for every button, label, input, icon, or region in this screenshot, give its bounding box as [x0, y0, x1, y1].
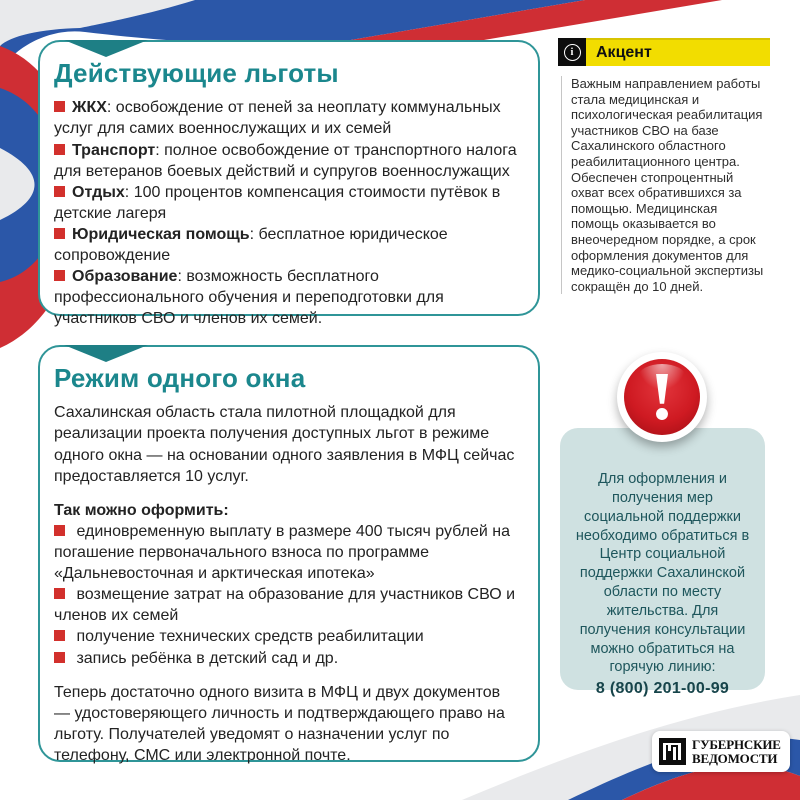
- bullet-square-icon: [54, 652, 65, 663]
- bullet-square-icon: [54, 144, 65, 155]
- newspaper-logo-icon: [659, 738, 686, 765]
- bullet-square-icon: [54, 101, 65, 112]
- bullet-square-icon: [54, 228, 65, 239]
- logo-line1: ГУБЕРНСКИЕ: [692, 736, 781, 752]
- benefit-item: Юридическая помощь: бесплатное юридическое сопровождение: [54, 225, 448, 265]
- exclamation-ball: [624, 359, 700, 435]
- benefit-item: ЖКХ: освобождение от пеней за неоплату коммунальных услуг для самих военнослужащих и их семей: [54, 99, 501, 138]
- service-item: запись ребёнка в детский сад и др.: [54, 648, 520, 669]
- contact-notice-text: Для оформления и получения мер социальной поддержки необходимо обратиться в Центр социальной поддержки Сахалинской области по месту жительства. Для получения консультации можно обратиться на горячую линию:: [575, 471, 750, 676]
- teal-fold-icon: [64, 345, 148, 362]
- accent-label: Акцент: [596, 44, 652, 61]
- bullet-square-icon: [54, 525, 65, 536]
- logo-line2: ВЕДОМОСТИ: [692, 750, 778, 766]
- newspaper-logo-text: [692, 738, 781, 765]
- accent-header: [558, 38, 770, 66]
- benefit-item: Образование: возможность бесплатного профессионального обучения и переподготовки для участников СВО и членов их семей.: [54, 268, 444, 328]
- benefits-list: [54, 97, 520, 329]
- service-item: возмещение затрат на образование для участников СВО и членов их семей: [54, 586, 516, 625]
- accent-body-text: Важным направлением работы стала медицинская и психологическая реабилитация участников СВО на базе Сахалинского областного реабилитационного центра. Обеспечен стопроцентный охват всех обратившихся за помощью. Медицинская помощь оказывается во внеочередном порядке, а срок оформления документов для медико-социальной экспертизы сокращён до 10 дней.: [561, 76, 767, 294]
- service-item: единовременную выплату в размере 400 тысяч рублей на погашение первоначального взноса по программе «Дальневосточная и арктическая ипотека»: [54, 522, 510, 583]
- teal-fold-icon: [64, 40, 148, 57]
- bullet-square-icon: [54, 186, 65, 197]
- accent-yellow-bar: [586, 38, 770, 66]
- info-icon-box: [558, 38, 586, 66]
- services-list: [54, 521, 520, 669]
- benefits-card: [38, 40, 540, 328]
- single-window-title: Режим одного окна: [54, 363, 306, 393]
- benefit-item: Отдых: 100 процентов компенсация стоимости путёвок в детские лагеря: [54, 183, 501, 222]
- benefit-item: Транспорт: полное освобождение от транспортного налога для ветеранов боевых действий и супругов военнослужащих: [54, 141, 517, 180]
- exclamation-icon: [617, 352, 707, 442]
- bullet-square-icon: [54, 270, 65, 281]
- single-window-intro: Сахалинская область стала пилотной площадкой для реализации проекта получения доступных льгот в режиме одного окна — на основании одного заявления в МФЦ сейчас предоставляется 10 услуг.: [54, 404, 515, 485]
- service-item: получение технических средств реабилитации: [54, 626, 520, 647]
- gubernskie-vedomosti-logo: [652, 731, 790, 772]
- exclamation-glyph: [645, 371, 679, 423]
- bullet-square-icon: [54, 588, 65, 599]
- single-window-subheading: Так можно оформить:: [54, 501, 229, 519]
- info-icon: i: [564, 44, 581, 61]
- contact-notice-box: [560, 428, 765, 698]
- single-window-outro: Теперь достаточно одного визита в МФЦ и двух документов — удостоверяющего личность и подтверждающего право на льготу. Получателей уведомят о назначении услуг по телефону, СМС или электронной почте.: [54, 683, 505, 764]
- benefits-card-title: Действующие льготы: [54, 58, 339, 88]
- hotline-phone-number: 8 (800) 201-00-99: [595, 680, 730, 698]
- single-window-card: [38, 345, 540, 762]
- bullet-square-icon: [54, 630, 65, 641]
